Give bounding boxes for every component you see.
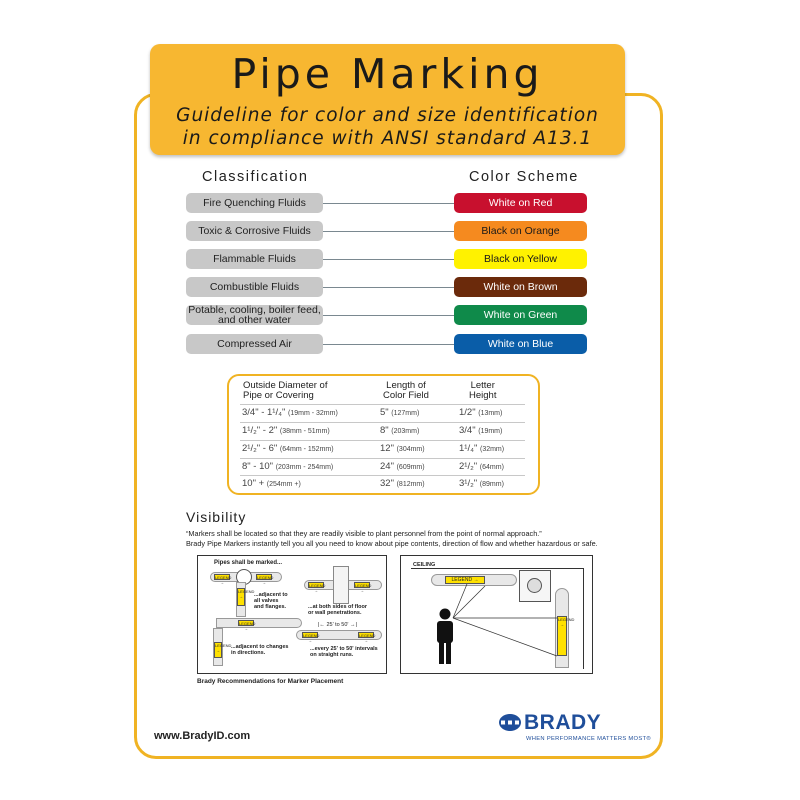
pipe-label: LEGEND → — [257, 575, 274, 585]
cell-length-value: 24" — [380, 461, 394, 472]
pipe-elbow-horizontal — [216, 618, 302, 631]
cell-height-metric: (89mm) — [479, 481, 504, 488]
cell-height — [459, 425, 502, 436]
cell-length-metric: (203mm) — [391, 428, 420, 435]
classification-label: Potable, cooling, boiler feed, and other water — [186, 305, 323, 325]
cell-diameter — [242, 425, 330, 436]
color-scheme-pill: White on Green — [454, 305, 587, 325]
pipe-label: LEGEND → — [309, 583, 326, 593]
cell-diameter — [242, 461, 333, 472]
cell-diameter-value: 8" - 10" — [242, 461, 274, 472]
note-intervals: ...every 25' to 50' intervals on straight runs. — [310, 646, 378, 658]
pipe-label: LEGEND → — [303, 633, 320, 643]
person-icon — [437, 609, 453, 665]
cell-length-value: 5" — [380, 407, 389, 418]
cell-length — [380, 478, 425, 489]
table-header-height: Letter Height — [469, 380, 497, 401]
page-title: Pipe Marking — [231, 50, 544, 98]
classification-label: Combustible Fluids — [186, 277, 323, 297]
color-scheme-pill: Black on Orange — [454, 221, 587, 241]
color-scheme-pill: Black on Yellow — [454, 249, 587, 269]
cell-height-metric: (13mm) — [478, 410, 503, 417]
table-header-length: Length of Color Field — [383, 380, 429, 401]
wall-block — [333, 566, 349, 604]
subtitle-line-2: in compliance with ANSI standard A13.1 — [182, 128, 593, 149]
cell-length — [380, 407, 419, 418]
cell-diameter-metric: (64mm - 152mm) — [279, 446, 334, 453]
cell-height-metric: (64mm) — [479, 464, 504, 471]
sightline-diagram — [401, 556, 594, 675]
color-scheme-pill: White on Brown — [454, 277, 587, 297]
pipe-label: LEGEND → — [214, 642, 222, 658]
classification-label: Compressed Air — [186, 334, 323, 354]
brand-tagline: WHEN PERFORMANCE MATTERS MOST® — [526, 736, 651, 742]
cell-length-value: 8" — [380, 425, 389, 436]
color-scheme-pill: White on Red — [454, 193, 587, 213]
cell-length-metric: (812mm) — [396, 481, 425, 488]
table-divider — [240, 475, 525, 476]
cell-height-value: 3¹/₂" — [459, 478, 478, 489]
visibility-quote: “Markers shall be located so that they are readily visible to plant personnel from the point of normal approach.” — [186, 529, 542, 538]
cell-height — [459, 461, 504, 472]
color-scheme-pill: White on Blue — [454, 334, 587, 354]
connector-line — [323, 203, 454, 204]
classification-label: Fire Quenching Fluids — [186, 193, 323, 213]
cell-length-value: 32" — [380, 478, 394, 489]
cell-length-value: 12" — [380, 443, 394, 454]
connector-line — [323, 344, 454, 345]
cell-length-metric: (304mm) — [396, 446, 425, 453]
cell-height-value: 3/4" — [459, 425, 476, 436]
cell-length — [380, 425, 419, 436]
cell-diameter-metric: (38mm - 51mm) — [279, 428, 330, 435]
pipe-label: LEGEND → — [237, 588, 245, 606]
cell-diameter-metric: (19mm - 32mm) — [288, 410, 338, 417]
table-divider — [240, 422, 525, 423]
classification-label: Flammable Fluids — [186, 249, 323, 269]
visibility-text: Brady Pipe Markers instantly tell you all you need to know about pipe contents, direction of flow and whether hazardous or safe. — [186, 539, 598, 548]
cell-length — [380, 443, 425, 454]
cell-diameter-value: 3/4" - 1¹/₄" — [242, 407, 286, 418]
table-header-diameter: Outside Diameter of Pipe or Covering — [243, 380, 328, 401]
title-banner — [150, 44, 625, 155]
brand-logo: BRADY — [524, 711, 602, 734]
note-directions: ...adjacent to changes in directions. — [231, 644, 289, 656]
interval-marker: |← 25' to 50' →| — [318, 622, 357, 628]
connector-line — [323, 315, 454, 316]
connector-line — [323, 231, 454, 232]
connector-line — [323, 287, 454, 288]
cell-height — [459, 443, 504, 454]
cell-diameter — [242, 443, 334, 454]
cell-height — [459, 407, 502, 418]
sightline — [453, 584, 467, 618]
sightline — [453, 586, 485, 618]
cell-height-metric: (19mm) — [478, 428, 503, 435]
cell-diameter-value: 1¹/₂" - 2" — [242, 425, 278, 436]
table-divider — [240, 458, 525, 459]
classification-heading: Classification — [202, 169, 309, 185]
cell-height-value: 1/2" — [459, 407, 476, 418]
diagram-heading: Pipes shall be marked... — [214, 560, 283, 566]
classification-label: Toxic & Corrosive Fluids — [186, 221, 323, 241]
table-divider — [240, 440, 525, 441]
cell-diameter-metric: (203mm - 254mm) — [275, 464, 334, 471]
cell-height-value: 1¹/₄" — [459, 443, 478, 454]
note-penetrations: ...at both sides of floor or wall penetrations. — [308, 604, 367, 616]
cell-height — [459, 478, 504, 489]
website-link[interactable]: www.BradyID.com — [154, 730, 251, 742]
ceiling-label: CEILING — [413, 562, 436, 568]
cell-length-metric: (609mm) — [396, 464, 425, 471]
table-divider — [240, 404, 525, 405]
pipe-label: LEGEND → — [239, 621, 256, 631]
sightline — [453, 618, 557, 656]
cell-length — [380, 461, 425, 472]
cell-length-metric: (127mm) — [391, 410, 420, 417]
cell-diameter-value: 10" + — [242, 478, 265, 489]
visibility-diagram — [400, 555, 593, 674]
connector-line — [323, 259, 454, 260]
pipe-label: LEGEND → — [557, 616, 567, 656]
brady-logo-icon — [498, 713, 522, 732]
cell-height-metric: (32mm) — [479, 446, 505, 453]
cell-diameter — [242, 407, 338, 418]
cell-diameter-metric: (254mm +) — [266, 481, 301, 488]
marker-placement-diagram — [197, 555, 387, 674]
visibility-title: Visibility — [186, 509, 247, 525]
pipe-label: LEGEND → — [355, 583, 372, 593]
note-valves: ...adjacent to all valves and flanges. — [254, 592, 288, 610]
pipe-label: LEGEND → — [359, 633, 376, 643]
pipe-label: LEGEND → — [215, 575, 232, 585]
color-scheme-heading: Color Scheme — [469, 169, 579, 185]
cell-diameter — [242, 478, 301, 489]
diagram-caption: Brady Recommendations for Marker Placement — [197, 678, 344, 685]
page-subtitle — [150, 104, 625, 150]
pipe-label: LEGEND → — [445, 576, 485, 584]
subtitle-line-1: Guideline for color and size identification — [176, 105, 599, 126]
cell-height-value: 2¹/₂" — [459, 461, 478, 472]
cell-diameter-value: 2¹/₂" - 6" — [242, 443, 278, 454]
